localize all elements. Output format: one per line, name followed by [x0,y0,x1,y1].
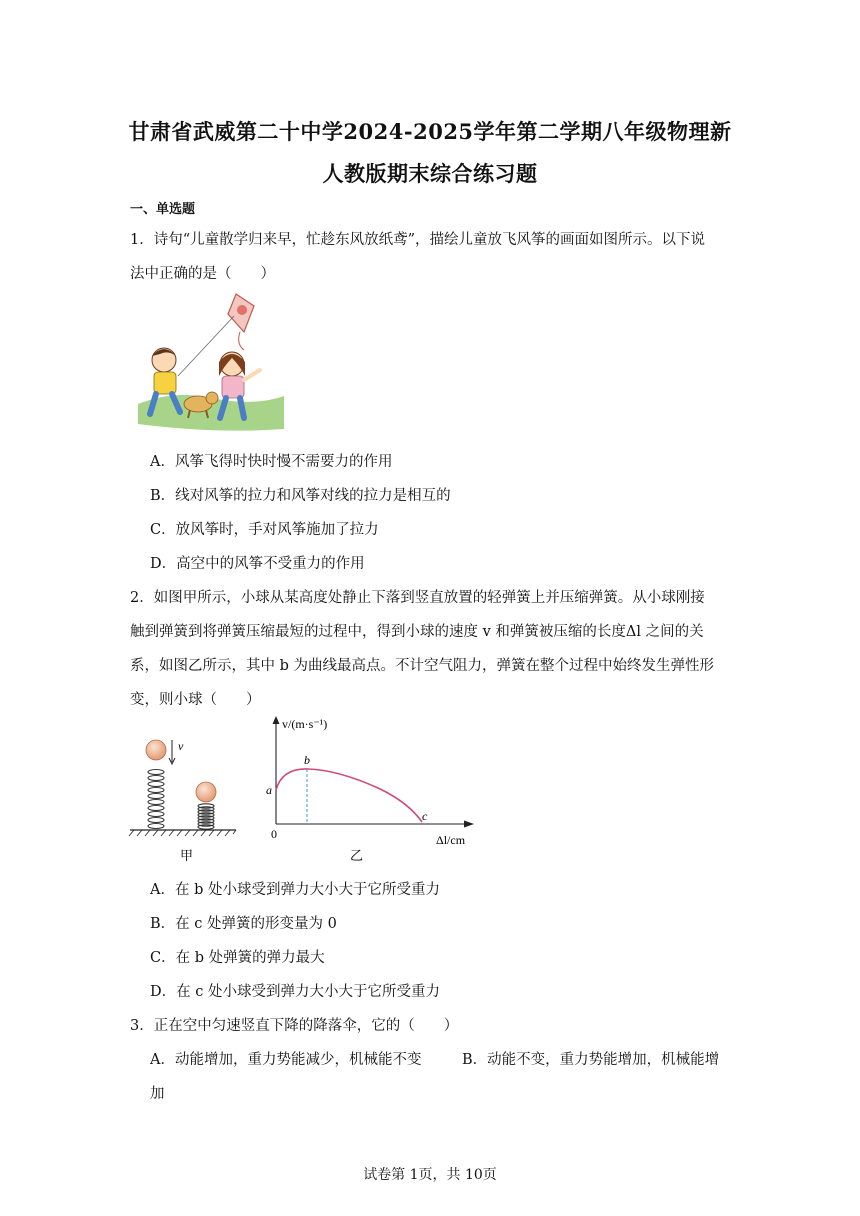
page-title-line1: 甘肃省武威第二十中学2024-2025学年第二学期八年级物理新 [128,119,732,144]
point-c-label: c [422,809,428,823]
point-a-label: a [266,783,272,797]
page-footer: 试卷第 1页，共 10页 [363,1167,497,1183]
q1-option-b: B．线对风筝的拉力和风筝对线的拉力是相互的 [150,488,451,504]
falling-ball [146,740,166,760]
figure-yi-caption: 乙 [350,849,364,864]
q2-stem-line2: 触到弹簧到将弹簧压缩最短的过程中，得到小球的速度 v 和弹簧被压缩的长度Δl 之间的关 [130,624,704,640]
kite-children-illustration [136,284,286,434]
q2-option-c: C．在 b 处弹簧的弹力最大 [150,950,325,966]
page-title-line2: 人教版期末综合练习题 [322,161,538,186]
q3-option-b: B．动能不变，重力势能增加，机械能增 [462,1052,720,1068]
q1-option-d: D．高空中的风筝不受重力的作用 [150,556,365,572]
resting-ball [196,782,216,802]
q2-option-b: B．在 c 处弹簧的形变量为 0 [150,916,337,932]
q2-stem-line3: 系，如图乙所示，其中 b 为曲线最高点。不计空气阻力，弹簧在整个过程中始终发生弹性形 [130,658,714,674]
q1-option-a: A．风筝飞得时快时慢不需要力的作用 [150,454,393,470]
origin-label: 0 [271,827,277,841]
q3-option-a: A．动能增加，重力势能减少，机械能不变 [150,1052,422,1068]
q2-stem-line1: 2．如图甲所示，小球从某高度处静止下落到竖直放置的轻弹簧上并压缩弹簧。从小球刚接 [130,590,705,606]
x-axis-label: Δl/cm [436,833,466,847]
velocity-label: v [178,739,184,753]
q1-stem-line2: 法中正确的是（ ） [130,266,275,282]
q2-stem-line4: 变，则小球（ ） [130,692,261,708]
figure-yi-velocity-graph [258,712,488,870]
q3-option-b-continued: 加 [150,1086,165,1102]
y-axis-label: v/(m·s⁻¹) [282,717,328,731]
q3-stem: 3．正在空中匀速竖直下降的降落伞，它的（ ） [130,1018,459,1034]
q1-stem-line1: 1．诗句“儿童散学归来早，忙趁东风放纸鸢”，描绘儿童放飞风筝的画面如图所示。以下说 [130,232,706,248]
q2-option-d: D．在 c 处小球受到弹力大小大于它所受重力 [150,984,440,1000]
spring-uncompressed [148,770,164,829]
kite-icon [228,294,254,350]
spring-compressed [198,804,214,829]
q1-option-c: C．放风筝时，手对风筝施加了拉力 [150,522,379,538]
figure-jia-caption: 甲 [180,849,194,864]
velocity-curve [276,769,422,822]
point-b-label: b [304,753,310,767]
q2-option-a: A．在 b 处小球受到弹力大小大于它所受重力 [150,882,440,898]
section-heading: 一、单选题 [130,202,196,217]
figure-jia-spring-ball [128,720,240,868]
